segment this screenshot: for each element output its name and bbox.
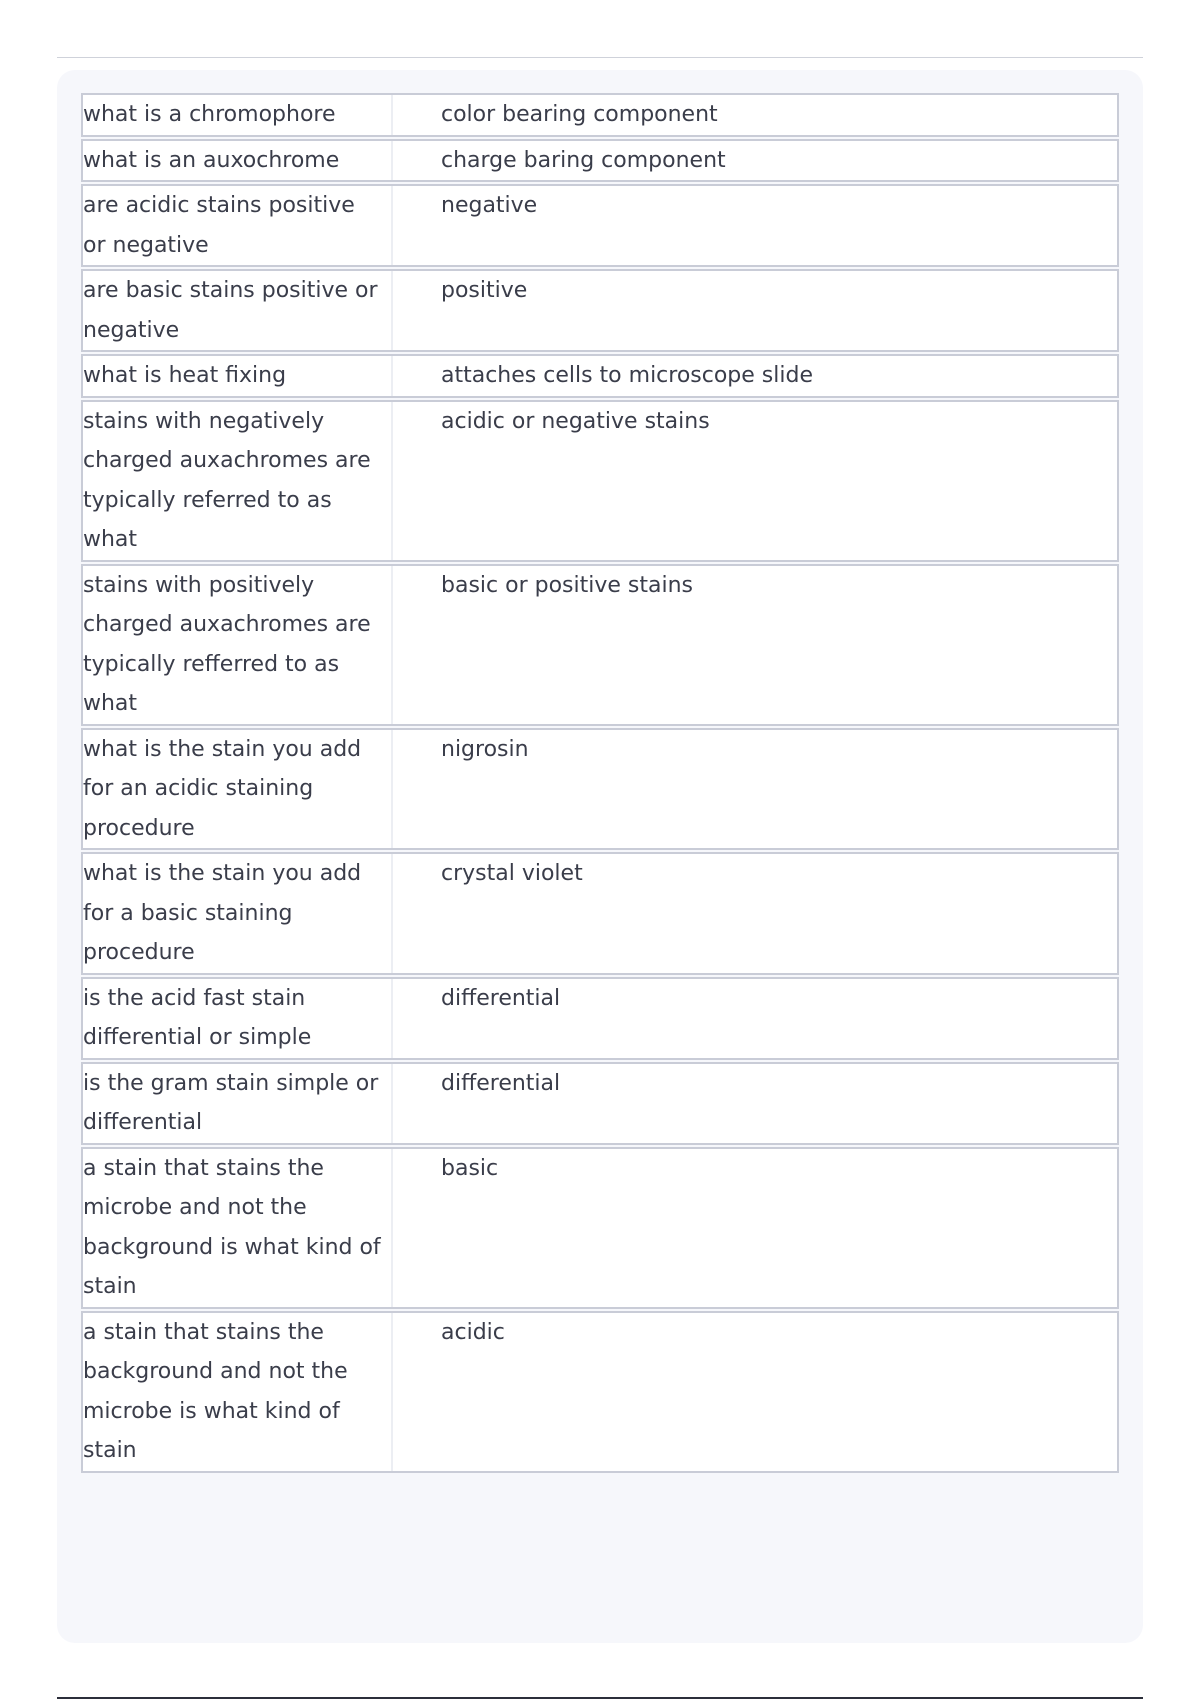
term-cell: are basic stains positive or negative	[83, 271, 393, 350]
definition-cell: acidic	[441, 1319, 505, 1345]
definition-cell: negative	[441, 193, 538, 218]
definition-cell: nigrosin	[441, 736, 529, 762]
term-cell: what is the stain you add for a basic staining procedure	[83, 854, 393, 973]
definition-cell: basic or positive stains	[441, 572, 693, 598]
term-row	[81, 728, 1119, 851]
term-row	[81, 354, 1119, 398]
term-row	[81, 977, 1119, 1060]
definition-cell: acidic or negative stains	[441, 408, 710, 434]
term-row	[81, 564, 1119, 726]
term-row	[81, 184, 1119, 267]
term-row	[81, 269, 1119, 352]
term-cell: is the gram stain simple or differential	[83, 1064, 393, 1143]
term-row	[81, 1311, 1119, 1473]
term-cell: a stain that stains the microbe and not the background is what kind of stain	[83, 1149, 393, 1307]
definition-cell: color bearing component	[441, 102, 718, 127]
bottom-divider	[57, 1697, 1143, 1699]
term-cell: a stain that stains the background and not the microbe is what kind of stain	[83, 1313, 393, 1471]
term-cell: are acidic stains positive or negative	[83, 186, 393, 265]
term-cell: what is heat fixing	[83, 356, 393, 396]
definition-cell: crystal violet	[441, 861, 583, 886]
definition-cell: basic	[441, 1155, 499, 1181]
term-cell: stains with positively charged auxachromes are typically refferred to as what	[83, 566, 393, 724]
term-row	[81, 139, 1119, 183]
term-cell: what is a chromophore	[83, 95, 393, 135]
term-row	[81, 1147, 1119, 1309]
term-row	[81, 852, 1119, 975]
definition-cell: differential	[441, 1070, 561, 1096]
top-divider	[57, 57, 1143, 58]
definition-cell: attaches cells to microscope slide	[441, 363, 813, 388]
definition-cell: differential	[441, 985, 561, 1011]
definition-cell: charge baring component	[441, 147, 726, 173]
term-cell: what is an auxochrome	[83, 141, 393, 181]
term-row	[81, 1062, 1119, 1145]
term-cell: what is the stain you add for an acidic staining procedure	[83, 730, 393, 849]
term-cell: is the acid fast stain differential or simple	[83, 979, 393, 1058]
term-row	[81, 93, 1119, 137]
term-cell: stains with negatively charged auxachromes are typically referred to as what	[83, 402, 393, 560]
definition-cell: positive	[441, 278, 528, 303]
term-table	[81, 93, 1119, 1475]
term-row	[81, 400, 1119, 562]
